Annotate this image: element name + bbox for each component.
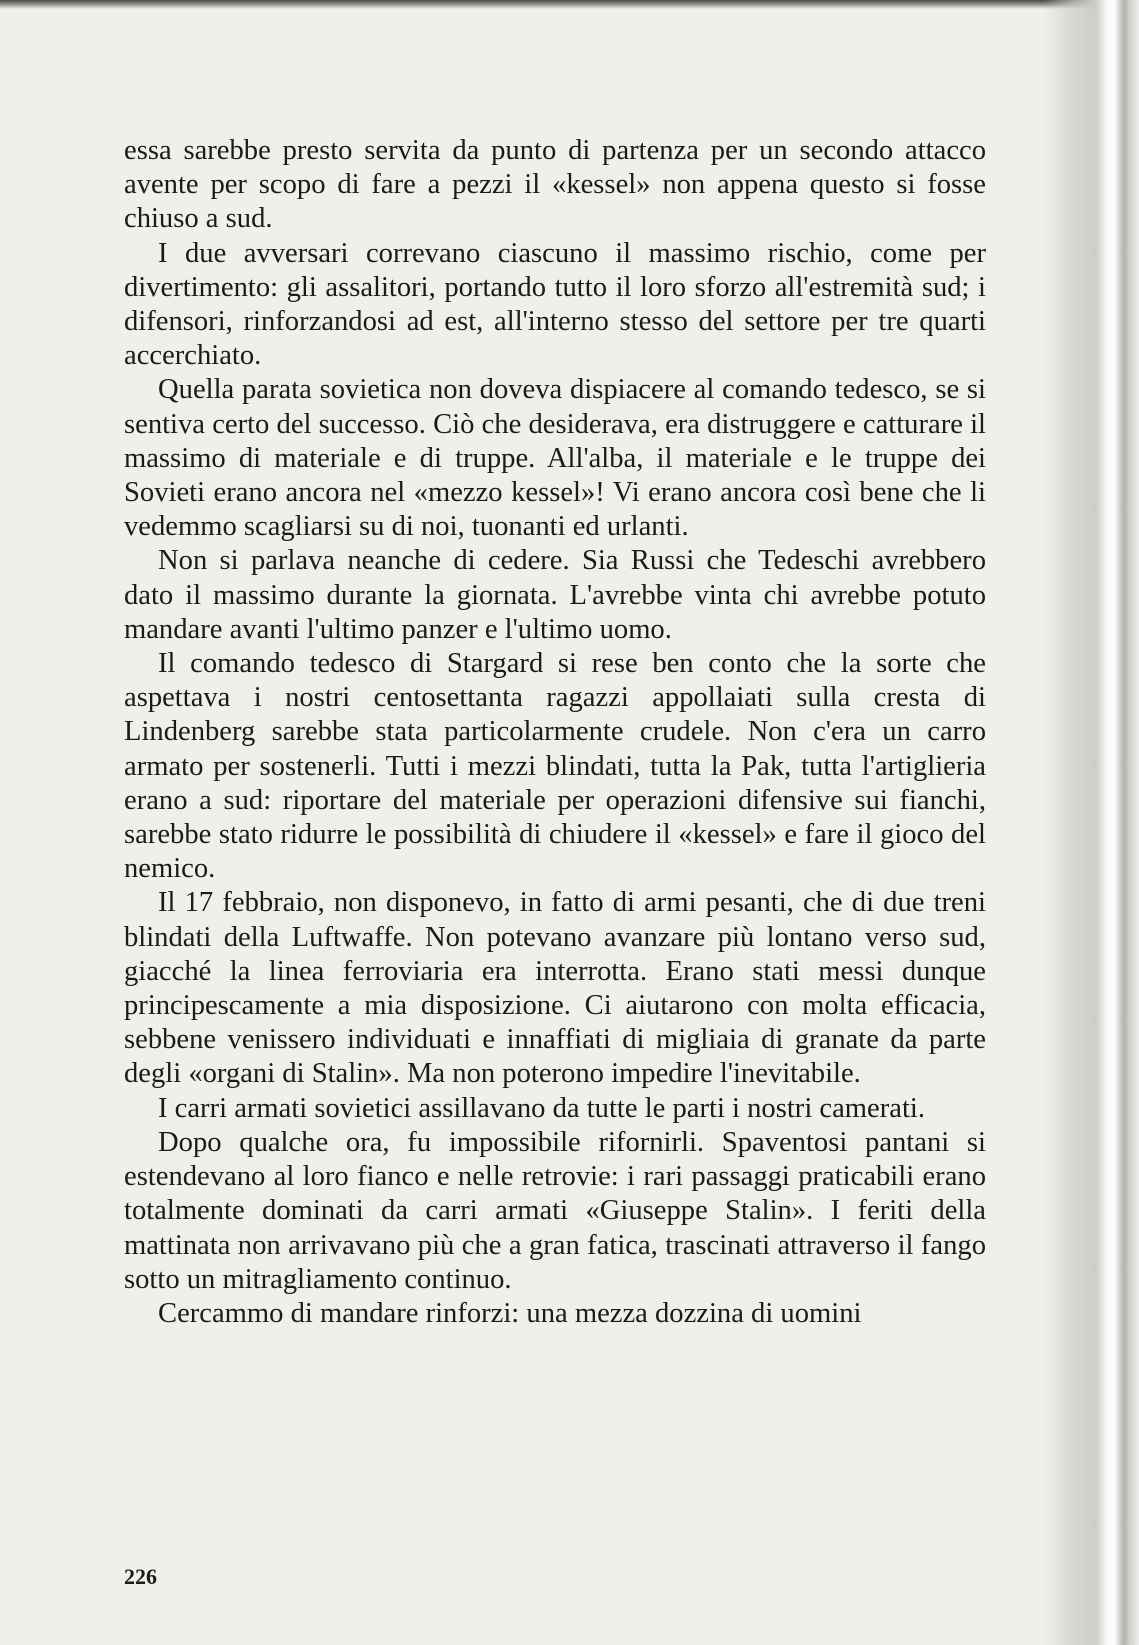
paragraph: Cercammo di mandare rinforzi: una mezza dozzina di uomini	[158, 1297, 862, 1329]
paragraph: Non si parlava neanche di cedere. Sia Russi che Tedeschi avrebbero dato il massimo durante la giornata. L'avrebbe vinta chi avrebbe potuto mandare avanti l'ultimo panzer e l'ultimo uomo.	[124, 545, 986, 645]
paragraph: Dopo qualche ora, fu impossibile rifornirli. Spaventosi pantani si estendevano al loro fianco e nelle retrovie: i rari passaggi praticabili erano totalmente dominati da carri armati «Giuseppe Stalin». I feriti della mattinata non arrivavano più che a gran fatica, trascinati attraverso il fango sotto un mitragliamento continuo.	[124, 1126, 986, 1295]
paragraph: I due avversari correvano ciascuno il massimo rischio, come per divertimento: gli assalitori, portando tutto il loro sforzo all'estremità sud; i difensori, rinforzandosi ad est, all'interno stesso del settore per tre quarti accerchiato.	[124, 237, 986, 372]
page-top-edge	[0, 0, 1139, 9]
book-spine-shadow	[1044, 0, 1139, 1645]
paragraph: Il comando tedesco di Stargard si rese ben conto che la sorte che aspettava i nostri centosettanta ragazzi appollaiati sulla cresta di Lindenberg sarebbe stata particolarmente crudele. Non c'era un carro armato per sostenerli. Tutti i mezzi blindati, tutta la Pak, tutta l'artiglieria erano a sud: riportare del materiale per operazioni difensive sui fianchi, sarebbe stato ridurre le possibilità di chiudere il «kessel» e fare il gioco del nemico.	[124, 648, 986, 885]
paragraph: Il 17 febbraio, non disponevo, in fatto di armi pesanti, che di due treni blindati della Luftwaffe. Non potevano avanzare più lontano verso sud, giacché la linea ferroviaria era interrotta. Erano stati messi dunque principescamente a mia disposizione. Ci aiutarono con molta efficacia, sebbene venissero individuati e innaffiati di migliaia di granate da parte degli «organi di Stalin». Ma non poterono impedire l'inevitabile.	[124, 887, 986, 1090]
paragraph: I carri armati sovietici assillavano da tutte le parti i nostri camerati.	[158, 1092, 925, 1124]
page-number: 226	[124, 1564, 157, 1589]
paragraph: Quella parata sovietica non doveva dispiacere al comando tedesco, se si sentiva certo del successo. Ciò che desiderava, era distruggere e catturare il massimo di materiale e di truppe. All'alba, il materiale e le truppe dei Sovieti erano ancora nel «mezzo kessel»! Vi erano ancora così bene che li vedemmo scagliarsi su di noi, tuonanti ed urlanti.	[124, 374, 986, 543]
paragraph: essa sarebbe presto servita da punto di partenza per un secondo attacco avente per scopo di fare a pezzi il «kessel» non appena questo si fosse chiuso a sud.	[124, 135, 986, 235]
page-body	[124, 134, 986, 1331]
